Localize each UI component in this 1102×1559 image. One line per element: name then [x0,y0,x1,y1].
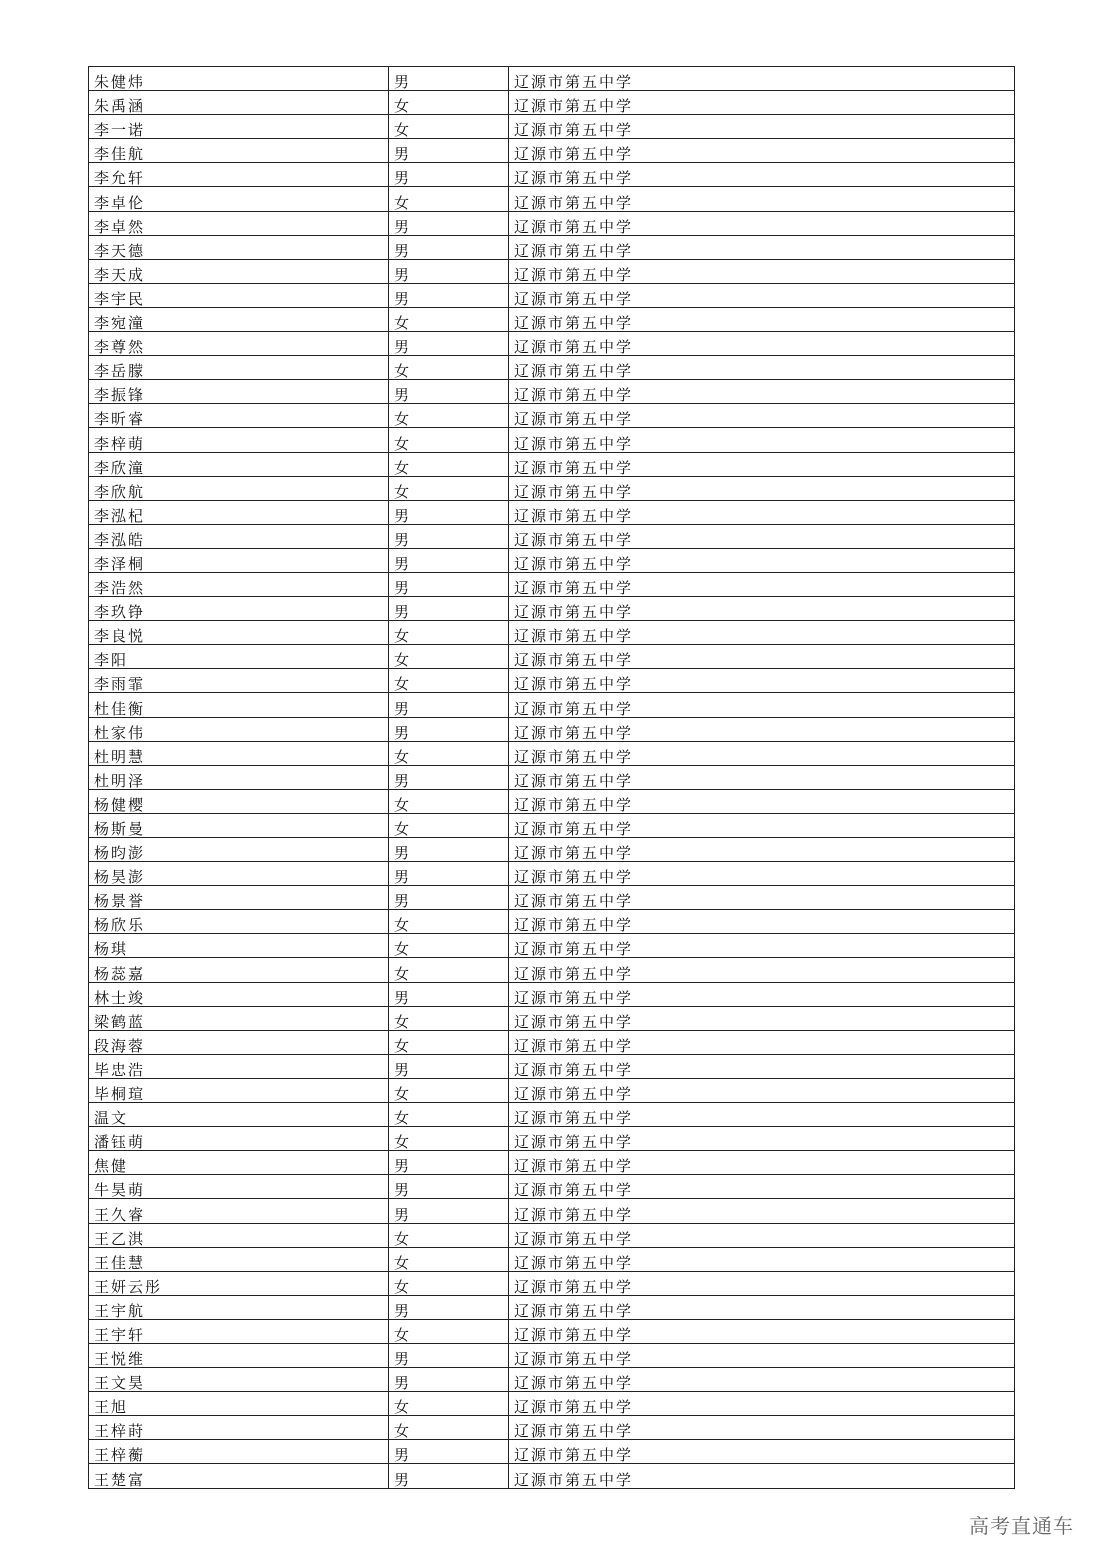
gender-cell: 男 [389,693,509,717]
name-cell: 王楚富 [89,1464,389,1488]
table-row [89,958,1015,982]
name-cell: 王乙淇 [89,1223,389,1247]
school-cell: 辽源市第五中学 [509,1319,1015,1343]
gender-cell: 女 [389,1392,509,1416]
gender-cell: 男 [389,1054,509,1078]
school-cell: 辽源市第五中学 [509,1392,1015,1416]
name-cell: 李卓伦 [89,187,389,211]
table-row [89,765,1015,789]
table-row [89,115,1015,139]
gender-cell: 女 [389,813,509,837]
school-cell: 辽源市第五中学 [509,163,1015,187]
table-row [89,1103,1015,1127]
school-cell: 辽源市第五中学 [509,1199,1015,1223]
name-cell: 王梓蘅 [89,1440,389,1464]
roster-body [89,67,1015,1489]
gender-cell: 男 [389,139,509,163]
table-row [89,1343,1015,1367]
school-cell: 辽源市第五中学 [509,1030,1015,1054]
gender-cell: 女 [389,789,509,813]
school-cell: 辽源市第五中学 [509,1368,1015,1392]
gender-cell: 女 [389,307,509,331]
gender-cell: 男 [389,211,509,235]
name-cell: 林士竣 [89,982,389,1006]
name-cell: 李欣潼 [89,452,389,476]
table-row [89,1030,1015,1054]
gender-cell: 男 [389,597,509,621]
school-cell: 辽源市第五中学 [509,1440,1015,1464]
school-cell: 辽源市第五中学 [509,982,1015,1006]
gender-cell: 男 [389,524,509,548]
gender-cell: 男 [389,283,509,307]
gender-cell: 男 [389,235,509,259]
name-cell: 杜明泽 [89,765,389,789]
name-cell: 李尊然 [89,332,389,356]
name-cell: 杨欣乐 [89,910,389,934]
gender-cell: 男 [389,500,509,524]
name-cell: 杨蕊嘉 [89,958,389,982]
name-cell: 李允轩 [89,163,389,187]
name-cell: 李良悦 [89,621,389,645]
gender-cell: 女 [389,958,509,982]
gender-cell: 女 [389,428,509,452]
name-cell: 王宇轩 [89,1319,389,1343]
gender-cell: 女 [389,934,509,958]
table-row [89,476,1015,500]
table-row [89,187,1015,211]
table-row [89,404,1015,428]
school-cell: 辽源市第五中学 [509,548,1015,572]
gender-cell: 女 [389,187,509,211]
school-cell: 辽源市第五中学 [509,91,1015,115]
name-cell: 杨昀澎 [89,838,389,862]
table-row [89,332,1015,356]
school-cell: 辽源市第五中学 [509,621,1015,645]
table-row [89,380,1015,404]
school-cell: 辽源市第五中学 [509,524,1015,548]
gender-cell: 女 [389,1319,509,1343]
school-cell: 辽源市第五中学 [509,1464,1015,1488]
name-cell: 毕忠浩 [89,1054,389,1078]
school-cell: 辽源市第五中学 [509,139,1015,163]
school-cell: 辽源市第五中学 [509,187,1015,211]
gender-cell: 女 [389,1416,509,1440]
gender-cell: 女 [389,356,509,380]
name-cell: 王梓莳 [89,1416,389,1440]
table-row [89,1151,1015,1175]
table-row [89,1319,1015,1343]
table-row [89,307,1015,331]
gender-cell: 男 [389,1368,509,1392]
table-row [89,1416,1015,1440]
school-cell: 辽源市第五中学 [509,356,1015,380]
gender-cell: 男 [389,765,509,789]
table-row [89,717,1015,741]
school-cell: 辽源市第五中学 [509,597,1015,621]
name-cell: 李泽桐 [89,548,389,572]
table-row [89,1247,1015,1271]
name-cell: 杨琪 [89,934,389,958]
school-cell: 辽源市第五中学 [509,886,1015,910]
school-cell: 辽源市第五中学 [509,259,1015,283]
name-cell: 李梓萌 [89,428,389,452]
table-row [89,67,1015,91]
school-cell: 辽源市第五中学 [509,67,1015,91]
school-cell: 辽源市第五中学 [509,235,1015,259]
gender-cell: 女 [389,645,509,669]
gender-cell: 男 [389,1199,509,1223]
table-row [89,1440,1015,1464]
table-row [89,886,1015,910]
school-cell: 辽源市第五中学 [509,838,1015,862]
school-cell: 辽源市第五中学 [509,307,1015,331]
table-row [89,621,1015,645]
name-cell: 王宇航 [89,1295,389,1319]
gender-cell: 男 [389,380,509,404]
school-cell: 辽源市第五中学 [509,813,1015,837]
table-row [89,548,1015,572]
school-cell: 辽源市第五中学 [509,1295,1015,1319]
gender-cell: 男 [389,1175,509,1199]
name-cell: 王旭 [89,1392,389,1416]
school-cell: 辽源市第五中学 [509,645,1015,669]
gender-cell: 男 [389,982,509,1006]
table-row [89,572,1015,596]
table-row [89,524,1015,548]
gender-cell: 男 [389,548,509,572]
name-cell: 李雨霏 [89,669,389,693]
table-row [89,1368,1015,1392]
table-row [89,1127,1015,1151]
school-cell: 辽源市第五中学 [509,1054,1015,1078]
gender-cell: 男 [389,1151,509,1175]
name-cell: 李振锋 [89,380,389,404]
name-cell: 杨昊澎 [89,862,389,886]
gender-cell: 女 [389,1006,509,1030]
school-cell: 辽源市第五中学 [509,765,1015,789]
gender-cell: 女 [389,452,509,476]
school-cell: 辽源市第五中学 [509,1127,1015,1151]
table-row [89,428,1015,452]
school-cell: 辽源市第五中学 [509,1343,1015,1367]
name-cell: 梁鹤蓝 [89,1006,389,1030]
table-row [89,693,1015,717]
table-row [89,1223,1015,1247]
gender-cell: 男 [389,1440,509,1464]
table-row [89,1175,1015,1199]
gender-cell: 男 [389,1464,509,1488]
watermark-text: 高考直通车 [969,1514,1074,1538]
gender-cell: 男 [389,259,509,283]
table-row [89,139,1015,163]
school-cell: 辽源市第五中学 [509,717,1015,741]
name-cell: 李岳朦 [89,356,389,380]
name-cell: 潘钰萌 [89,1127,389,1151]
name-cell: 杨景誉 [89,886,389,910]
gender-cell: 女 [389,1103,509,1127]
name-cell: 杜家伟 [89,717,389,741]
name-cell: 李宇民 [89,283,389,307]
table-row [89,1464,1015,1488]
gender-cell: 女 [389,910,509,934]
gender-cell: 女 [389,476,509,500]
gender-cell: 男 [389,1343,509,1367]
name-cell: 杜佳衡 [89,693,389,717]
gender-cell: 男 [389,572,509,596]
name-cell: 焦健 [89,1151,389,1175]
table-row [89,838,1015,862]
table-row [89,91,1015,115]
gender-cell: 女 [389,1223,509,1247]
table-row [89,862,1015,886]
school-cell: 辽源市第五中学 [509,283,1015,307]
gender-cell: 男 [389,1295,509,1319]
table-row [89,789,1015,813]
table-row [89,356,1015,380]
school-cell: 辽源市第五中学 [509,452,1015,476]
school-cell: 辽源市第五中学 [509,1078,1015,1102]
name-cell: 段海蓉 [89,1030,389,1054]
table-row [89,741,1015,765]
school-cell: 辽源市第五中学 [509,572,1015,596]
gender-cell: 男 [389,862,509,886]
name-cell: 杨健樱 [89,789,389,813]
school-cell: 辽源市第五中学 [509,789,1015,813]
table-row [89,259,1015,283]
gender-cell: 男 [389,332,509,356]
name-cell: 李玖铮 [89,597,389,621]
table-row [89,1054,1015,1078]
table-row [89,982,1015,1006]
table-row [89,500,1015,524]
gender-cell: 男 [389,838,509,862]
name-cell: 李天成 [89,259,389,283]
school-cell: 辽源市第五中学 [509,380,1015,404]
school-cell: 辽源市第五中学 [509,910,1015,934]
gender-cell: 女 [389,1078,509,1102]
gender-cell: 男 [389,163,509,187]
name-cell: 李泓杞 [89,500,389,524]
school-cell: 辽源市第五中学 [509,332,1015,356]
table-row [89,934,1015,958]
gender-cell: 女 [389,741,509,765]
gender-cell: 女 [389,91,509,115]
name-cell: 李卓然 [89,211,389,235]
school-cell: 辽源市第五中学 [509,1175,1015,1199]
name-cell: 朱禹涵 [89,91,389,115]
gender-cell: 女 [389,1247,509,1271]
school-cell: 辽源市第五中学 [509,476,1015,500]
school-cell: 辽源市第五中学 [509,934,1015,958]
table-row [89,1078,1015,1102]
gender-cell: 女 [389,669,509,693]
table-row [89,1006,1015,1030]
name-cell: 杜明慧 [89,741,389,765]
school-cell: 辽源市第五中学 [509,958,1015,982]
table-row [89,163,1015,187]
name-cell: 李泓皓 [89,524,389,548]
table-row [89,645,1015,669]
school-cell: 辽源市第五中学 [509,693,1015,717]
name-cell: 毕桐瑄 [89,1078,389,1102]
name-cell: 李浩然 [89,572,389,596]
school-cell: 辽源市第五中学 [509,1223,1015,1247]
table-row [89,1295,1015,1319]
name-cell: 王文昊 [89,1368,389,1392]
school-cell: 辽源市第五中学 [509,1151,1015,1175]
table-row [89,597,1015,621]
name-cell: 王久睿 [89,1199,389,1223]
school-cell: 辽源市第五中学 [509,500,1015,524]
table-row [89,1199,1015,1223]
school-cell: 辽源市第五中学 [509,669,1015,693]
table-row [89,1392,1015,1416]
gender-cell: 女 [389,1127,509,1151]
gender-cell: 女 [389,115,509,139]
name-cell: 杨斯曼 [89,813,389,837]
table-row [89,669,1015,693]
name-cell: 李天德 [89,235,389,259]
school-cell: 辽源市第五中学 [509,741,1015,765]
gender-cell: 男 [389,886,509,910]
school-cell: 辽源市第五中学 [509,404,1015,428]
table-row [89,283,1015,307]
gender-cell: 女 [389,621,509,645]
name-cell: 朱健炜 [89,67,389,91]
table-row [89,211,1015,235]
name-cell: 王佳慧 [89,1247,389,1271]
table-row [89,813,1015,837]
table-row [89,910,1015,934]
gender-cell: 男 [389,67,509,91]
name-cell: 李欣航 [89,476,389,500]
student-roster-table [88,66,1015,1489]
gender-cell: 女 [389,1271,509,1295]
name-cell: 李一诺 [89,115,389,139]
gender-cell: 女 [389,404,509,428]
gender-cell: 男 [389,717,509,741]
school-cell: 辽源市第五中学 [509,1247,1015,1271]
school-cell: 辽源市第五中学 [509,1416,1015,1440]
name-cell: 牛昊萌 [89,1175,389,1199]
gender-cell: 女 [389,1030,509,1054]
table-row [89,1271,1015,1295]
name-cell: 李佳航 [89,139,389,163]
name-cell: 李宛潼 [89,307,389,331]
name-cell: 王悦维 [89,1343,389,1367]
school-cell: 辽源市第五中学 [509,1006,1015,1030]
name-cell: 李昕睿 [89,404,389,428]
name-cell: 王妍云彤 [89,1271,389,1295]
school-cell: 辽源市第五中学 [509,211,1015,235]
school-cell: 辽源市第五中学 [509,115,1015,139]
school-cell: 辽源市第五中学 [509,1103,1015,1127]
table-row [89,235,1015,259]
school-cell: 辽源市第五中学 [509,428,1015,452]
school-cell: 辽源市第五中学 [509,1271,1015,1295]
table-row [89,452,1015,476]
name-cell: 李阳 [89,645,389,669]
school-cell: 辽源市第五中学 [509,862,1015,886]
name-cell: 温文 [89,1103,389,1127]
